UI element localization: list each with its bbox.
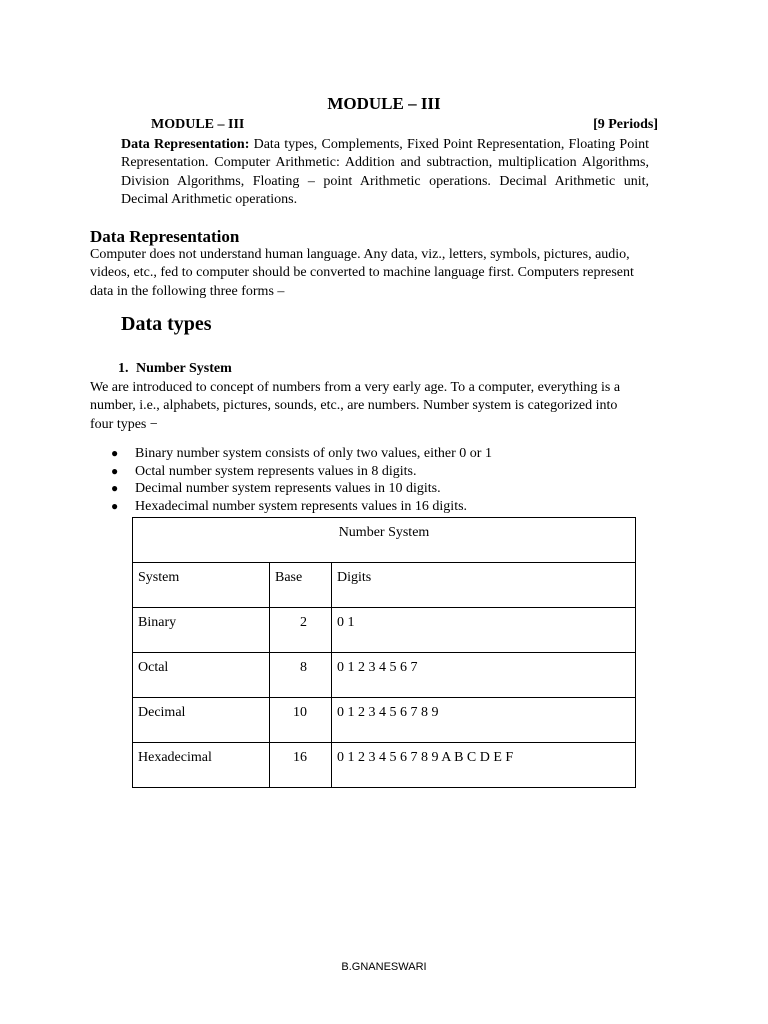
table-row (133, 653, 636, 698)
number-system-heading-text: Number System (136, 361, 232, 376)
cell-base: 10 (270, 698, 332, 743)
data-representation-paragraph (90, 246, 680, 301)
list-item-text: Decimal number system represents values in 10 digits. (135, 481, 441, 497)
bullet-icon: ● (111, 499, 119, 514)
cell-system: Hexadecimal (133, 743, 270, 788)
syllabus-paragraph (121, 136, 649, 209)
bullet-icon: ● (111, 481, 119, 496)
bullet-icon: ● (111, 446, 119, 460)
list-item-text: Hexadecimal number system represents values in 16 digits. (135, 499, 468, 515)
table-header-row (133, 563, 636, 608)
table-row (133, 698, 636, 743)
page-title: MODULE – III (327, 94, 441, 113)
cell-system: Decimal (133, 698, 270, 743)
paragraph-line: Computer does not understand human language. Any data, viz., letters, symbols, pictures, audio, (90, 247, 630, 262)
cell-digits: 0 1 2 3 4 5 6 7 (332, 653, 636, 698)
cell-digits: 0 1 (332, 608, 636, 653)
module-subheading: MODULE – III (151, 117, 245, 132)
paragraph-line: four types − (90, 416, 158, 432)
list-item (90, 498, 492, 516)
cell-system: Binary (133, 608, 270, 653)
syllabus-text: Data types, Complements, Fixed Point Representation, Floating Point Representation. Computer Arithmetic: Addition and subtraction, multiplication Algorithms, Division Algorithms, Floating – point Arithmetic operations. Decimal Arithmetic unit, Decimal Arithmetic operations. (121, 137, 649, 207)
cell-digits: 0 1 2 3 4 5 6 7 8 9 A B C D E F (332, 743, 636, 788)
list-item-text: Binary number system consists of only two values, either 0 or 1 (135, 446, 492, 461)
cell-base: 8 (270, 653, 332, 698)
list-item (90, 480, 492, 498)
paragraph-line: videos, etc., fed to computer should be converted to machine language first. Computers represent (90, 265, 634, 281)
list-item-text: Octal number system represents values in 8 digits. (135, 463, 417, 479)
page-footer-author: B.GNANESWARI (341, 961, 427, 973)
column-header-digits: Digits (332, 563, 636, 608)
paragraph-line: number, i.e., alphabets, pictures, sounds, etc., are numbers. Number system is categorized into (90, 398, 618, 414)
data-representation-heading: Data Representation (90, 227, 240, 246)
list-item (90, 445, 492, 463)
data-types-heading: Data types (121, 313, 212, 335)
cell-base: 16 (270, 743, 332, 788)
paragraph-line: We are introduced to concept of numbers from a very early age. To a computer, everything is a (90, 380, 621, 395)
bullet-icon: ● (111, 463, 119, 478)
table-row (133, 608, 636, 653)
list-item (90, 463, 492, 481)
number-system-paragraph (90, 379, 670, 434)
cell-digits: 0 1 2 3 4 5 6 7 8 9 (332, 698, 636, 743)
column-header-system: System (133, 563, 270, 608)
paragraph-line: data in the following three forms – (90, 283, 285, 299)
number-system-table (132, 517, 636, 788)
syllabus-label: Data Representation: (121, 137, 250, 152)
list-number: 1. (118, 361, 129, 376)
periods-label: [9 Periods] (593, 117, 658, 132)
cell-base: 2 (270, 608, 332, 653)
cell-system: Octal (133, 653, 270, 698)
column-header-base: Base (270, 563, 332, 608)
table-row (133, 743, 636, 788)
number-system-heading (118, 361, 232, 377)
table-caption-row (133, 518, 636, 563)
table-caption: Number System (133, 518, 636, 563)
number-system-bullet-list (90, 445, 492, 516)
